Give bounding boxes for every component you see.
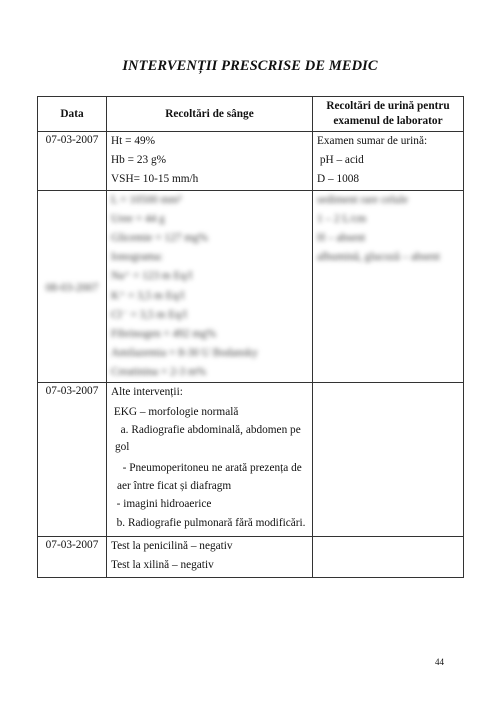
row-date: 07-03-2007 xyxy=(38,132,107,191)
table-row-blurred xyxy=(38,190,464,383)
empty-cell xyxy=(313,536,464,577)
urine-cell xyxy=(313,190,464,383)
blood-value: VSH= 10-15 mm/h xyxy=(111,173,199,186)
header-date: Data xyxy=(38,97,107,132)
table-row xyxy=(38,383,464,536)
intervention-line: Alte intervenții: xyxy=(111,386,183,399)
urine-value: sediment rare celule xyxy=(317,193,408,206)
blood-value: Cl⁻ = 3,5 m Eq/l xyxy=(111,308,188,321)
header-blood: Recoltări de sânge xyxy=(107,97,313,132)
intervention-line: - imagini hidroaerice xyxy=(111,498,212,511)
intervention-line: b. Radiografie pulmonară fără modificări. xyxy=(111,517,306,530)
page-number: 44 xyxy=(435,657,444,667)
row-date: 07-03-2007 xyxy=(38,383,107,536)
blood-value: Ht = 49% xyxy=(111,135,156,147)
intervention-line: EKG – morfologie normală xyxy=(111,405,239,418)
blood-value: Amilazemia = 8-30 U Bodansky xyxy=(111,347,258,360)
urine-value: albumină, glucoză – absent xyxy=(317,251,440,264)
blood-value: Fibrinogen = 492 mg% xyxy=(111,327,217,340)
blood-value: Creatinina = 2-3 m% xyxy=(111,366,207,379)
blood-value: Hb = 23 g% xyxy=(111,154,167,167)
interventions-table xyxy=(37,96,464,578)
urine-value: pH – acid xyxy=(317,154,364,167)
blood-value: K⁺ = 3,5 m Eq/l xyxy=(111,289,185,302)
urine-cell xyxy=(313,132,464,191)
table-header-row xyxy=(38,97,464,132)
urine-value: D – 1008 xyxy=(317,173,360,186)
test-line: Test la penicilină – negativ xyxy=(111,539,233,552)
urine-value: Examen sumar de urină: xyxy=(317,135,428,147)
intervention-line: a. Radiografie abdominală, abdomen pe gol xyxy=(115,423,304,454)
intervention-line: - Pneumoperitoneu ne arată prezența de aer între ficat și diafragm xyxy=(117,462,305,492)
blood-value: Na⁺ = 123 m Eq/l xyxy=(111,270,193,283)
header-urine: Recoltări de urină pentru examenul de laborator xyxy=(313,97,464,132)
table-row xyxy=(38,536,464,577)
tests-cell xyxy=(107,536,313,577)
blood-cell xyxy=(107,190,313,383)
test-line: Test la xilină – negativ xyxy=(111,558,214,571)
other-interventions-cell xyxy=(107,383,313,536)
urine-value: H – absent xyxy=(317,231,366,244)
blood-value: Glicemie = 127 mg% xyxy=(111,231,209,244)
empty-cell xyxy=(313,383,464,536)
urine-value: 1 – 2 L/cm xyxy=(317,212,367,225)
blood-cell xyxy=(107,132,313,191)
document-title: INTERVENȚII PRESCRISE DE MEDIC xyxy=(122,58,378,74)
blood-value: L = 10500 mm³ xyxy=(111,193,182,206)
table-row xyxy=(38,132,464,191)
blood-value: Ionograma: xyxy=(111,251,164,264)
blood-value: Uree = 44 g xyxy=(111,212,165,225)
row-date: 07-03-2007 xyxy=(38,536,107,577)
row-date: 08-03-2007 xyxy=(38,190,107,383)
